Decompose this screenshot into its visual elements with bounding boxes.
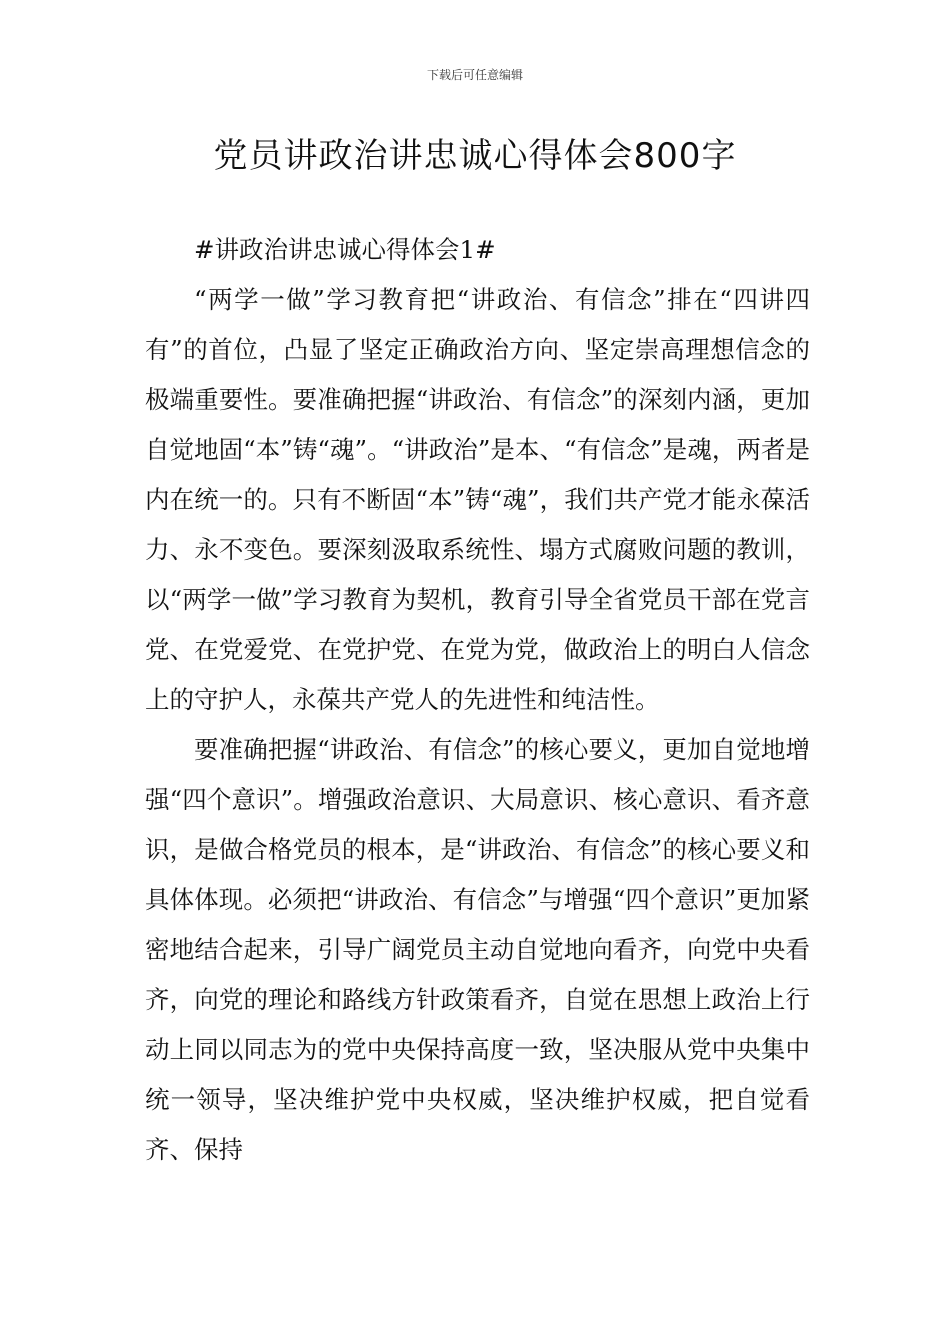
paragraph: 要准确把握“讲政治、有信念”的核心要义，更加自觉地增强“四个意识”。增强政治意识、大局意识、核心意识、看齐意识，是做合格党员的根本，是“讲政治、有信念”的核心要义和具体体现。必须把“讲政治、有信念”与增强“四个意识”更加紧密地结合起来，引导广阔党员主动自觉地向看齐，向党中央看齐，向党的理论和路线方针政策看齐，自觉在思想上政治上行动上同以同志为的党中央保持高度一致，坚决服从党中央集中统一领导，坚决维护党中央权威，坚决维护权威，把自觉看齐、保持 <box>145 735 810 1164</box>
document-body <box>145 225 810 1175</box>
header-note: 下载后可任意编辑 <box>426 68 523 82</box>
document-title: 党员讲政治讲忠诚心得体会800字 <box>213 136 737 176</box>
section-subheading: #讲政治讲忠诚心得体会1# <box>194 235 496 264</box>
paragraph: “两学一做”学习教育把“讲政治、有信念”排在“四讲四有”的首位，凸显了坚定正确政治方向、坚定崇高理想信念的极端重要性。要准确把握“讲政治、有信念”的深刻内涵，更加自觉地固“本”铸“魂”。“讲政治”是本、“有信念”是魂，两者是内在统一的。只有不断固“本”铸“魂”，我们共产党才能永葆活力、永不变色。要深刻汲取系统性、塌方式腐败问题的教训，以“两学一做”学习教育为契机，教育引导全省党员干部在党言党、在党爱党、在党护党、在党为党，做政治上的明白人信念上的守护人，永葆共产党人的先进性和纯洁性。 <box>145 285 810 714</box>
